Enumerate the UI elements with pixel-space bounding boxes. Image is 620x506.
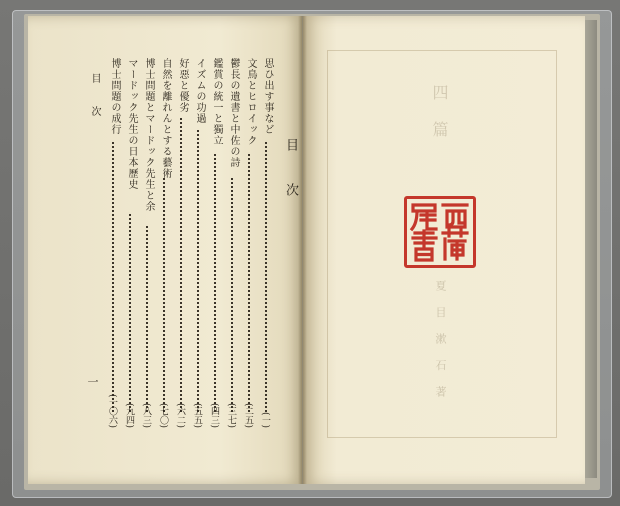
toc-entry-title: 鑑賞の統一と獨立 [211, 58, 222, 146]
toc-entry-page: (八三) [141, 402, 151, 428]
dot-leader [248, 154, 250, 412]
toc-entry-title: イズムの功過 [194, 58, 205, 124]
dot-leader [112, 142, 114, 412]
toc-entry-page: (六二) [175, 402, 185, 428]
dot-leader [180, 118, 182, 412]
toc-entry-title: 博士問題とマードック先生と余 [143, 58, 154, 212]
toc-entry-page: (四三) [209, 402, 219, 428]
toc-entry-page: (三七) [226, 402, 236, 428]
book-gutter [298, 16, 307, 484]
seal-glyphs-icon [407, 199, 473, 265]
dot-leader [231, 178, 233, 412]
toc-entry[interactable] [226, 58, 238, 428]
page-edges [585, 20, 597, 478]
dot-leader [214, 154, 216, 412]
toc-entry[interactable] [124, 58, 136, 428]
toc-entry-page: (五五) [192, 402, 202, 428]
toc-entry[interactable] [209, 58, 221, 428]
dot-leader [146, 226, 148, 412]
toc-entry[interactable] [175, 58, 187, 428]
toc-side-label: 目 次 [89, 73, 100, 127]
toc-heading: 目 次 [283, 138, 298, 211]
dot-leader [197, 130, 199, 412]
toc-entry[interactable] [192, 58, 204, 428]
toc-entry-page: (九四) [124, 402, 134, 428]
bleed-through-author: 夏 目 漱 石 著 [434, 280, 447, 403]
toc-entry-title: 博士問題の成行 [109, 58, 120, 135]
toc-entry-page: (一〇六) [107, 393, 117, 428]
toc-entry-title: 鬱長の遺書と中佐の詩 [228, 58, 239, 168]
toc-entry[interactable] [260, 58, 272, 428]
toc-entry[interactable] [107, 58, 119, 428]
toc-entry-title: マードック先生の日本歷史 [126, 58, 137, 190]
toc-entry-page: (一) [260, 411, 270, 428]
page-marker: 一 [86, 376, 99, 388]
bleed-through-title: 四 篇 [430, 84, 449, 146]
ownership-seal [404, 196, 476, 268]
toc-entry[interactable] [158, 58, 170, 428]
toc-entry-page: (二五) [243, 402, 253, 428]
toc-entry-title: 好惡と優劣 [177, 58, 188, 113]
dot-leader [163, 178, 165, 412]
toc-entry[interactable] [243, 58, 255, 428]
toc-entry-page: (七〇) [158, 402, 168, 428]
toc-entry-title: 自然を離れんとする藝術 [160, 58, 171, 179]
toc-entry[interactable] [141, 58, 153, 428]
dot-leader [265, 142, 267, 412]
dot-leader [129, 214, 131, 412]
toc-entry-title: 文鳥とヒロイック [245, 58, 256, 146]
toc-entry-title: 思ひ出す事など [262, 58, 273, 135]
